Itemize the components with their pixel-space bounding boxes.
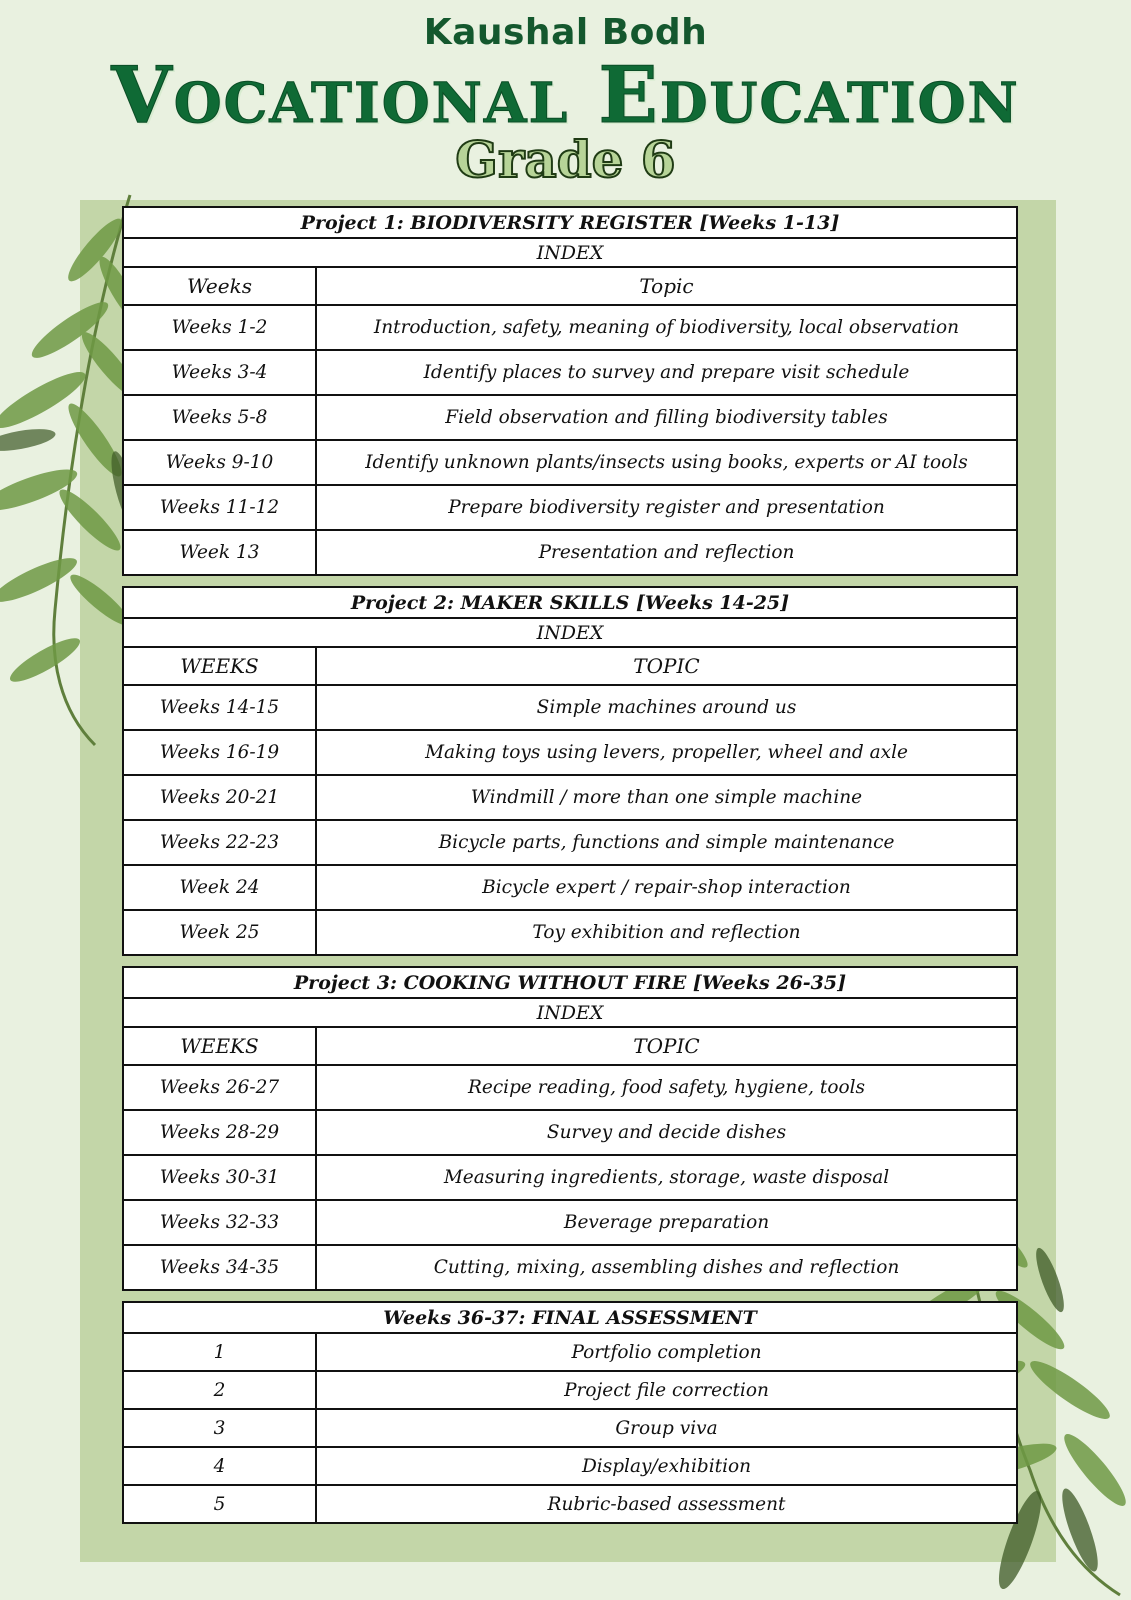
weeks-cell: Week 13 [123,530,316,575]
assessment-item: Display/exhibition [316,1447,1017,1485]
final-assessment-title: Weeks 36-37: FINAL ASSESSMENT [123,1302,1017,1333]
topic-cell: Identify places to survey and prepare visit schedule [316,350,1017,395]
topic-cell: Beverage preparation [316,1200,1017,1245]
weeks-cell: Weeks 11-12 [123,485,316,530]
weeks-cell: Weeks 22-23 [123,820,316,865]
weeks-cell: Weeks 26-27 [123,1065,316,1110]
weeks-cell: Week 25 [123,910,316,955]
topic-cell: Presentation and reflection [316,530,1017,575]
project-title: Project 2: MAKER SKILLS [Weeks 14-25] [123,587,1017,618]
topic-cell: Bicycle parts, functions and simple maintenance [316,820,1017,865]
column-header-topic: TOPIC [316,647,1017,685]
project-title: Project 3: COOKING WITHOUT FIRE [Weeks 26-35] [123,967,1017,998]
topic-cell: Simple machines around us [316,685,1017,730]
column-header-weeks: Weeks [123,267,316,305]
topic-cell: Survey and decide dishes [316,1110,1017,1155]
project-2-table [122,586,1018,956]
project-1-table [122,206,1018,576]
index-label: INDEX [123,238,1017,267]
topic-cell: Measuring ingredients, storage, waste disposal [316,1155,1017,1200]
weeks-cell: Weeks 28-29 [123,1110,316,1155]
topic-cell: Prepare biodiversity register and presentation [316,485,1017,530]
column-header-weeks: WEEKS [123,647,316,685]
weeks-cell: Weeks 14-15 [123,685,316,730]
topic-cell: Recipe reading, food safety, hygiene, tools [316,1065,1017,1110]
assessment-item: Portfolio completion [316,1333,1017,1371]
item-number: 1 [123,1333,316,1371]
topic-cell: Windmill / more than one simple machine [316,775,1017,820]
column-header-weeks: WEEKS [123,1027,316,1065]
page-title: Vocational Education [111,50,1020,141]
item-number: 4 [123,1447,316,1485]
weeks-cell: Weeks 3-4 [123,350,316,395]
column-header-topic: TOPIC [316,1027,1017,1065]
item-number: 3 [123,1409,316,1447]
item-number: 2 [123,1371,316,1409]
assessment-item: Group viva [316,1409,1017,1447]
assessment-item: Project file correction [316,1371,1017,1409]
topic-cell: Introduction, safety, meaning of biodiversity, local observation [316,305,1017,350]
assessment-item: Rubric-based assessment [316,1485,1017,1523]
weeks-cell: Weeks 16-19 [123,730,316,775]
item-number: 5 [123,1485,316,1523]
weeks-cell: Weeks 30-31 [123,1155,316,1200]
index-label: INDEX [123,618,1017,647]
project-title: Project 1: BIODIVERSITY REGISTER [Weeks 1-13] [123,207,1017,238]
final-assessment-table [122,1301,1018,1524]
weeks-cell: Weeks 20-21 [123,775,316,820]
topic-cell: Identify unknown plants/insects using books, experts or AI tools [316,440,1017,485]
weeks-cell: Weeks 9-10 [123,440,316,485]
curriculum-sheet [122,206,1018,1524]
grade-label: Grade 6 [455,130,676,189]
weeks-cell: Weeks 32-33 [123,1200,316,1245]
weeks-cell: Weeks 1-2 [123,305,316,350]
topic-cell: Cutting, mixing, assembling dishes and reflection [316,1245,1017,1290]
index-label: INDEX [123,998,1017,1027]
topic-cell: Field observation and filling biodiversity tables [316,395,1017,440]
weeks-cell: Week 24 [123,865,316,910]
project-3-table [122,966,1018,1291]
topic-cell: Making toys using levers, propeller, wheel and axle [316,730,1017,775]
topic-cell: Toy exhibition and reflection [316,910,1017,955]
column-header-topic: Topic [316,267,1017,305]
weeks-cell: Weeks 34-35 [123,1245,316,1290]
weeks-cell: Weeks 5-8 [123,395,316,440]
topic-cell: Bicycle expert / repair-shop interaction [316,865,1017,910]
brand-name: Kaushal Bodh [423,12,708,53]
